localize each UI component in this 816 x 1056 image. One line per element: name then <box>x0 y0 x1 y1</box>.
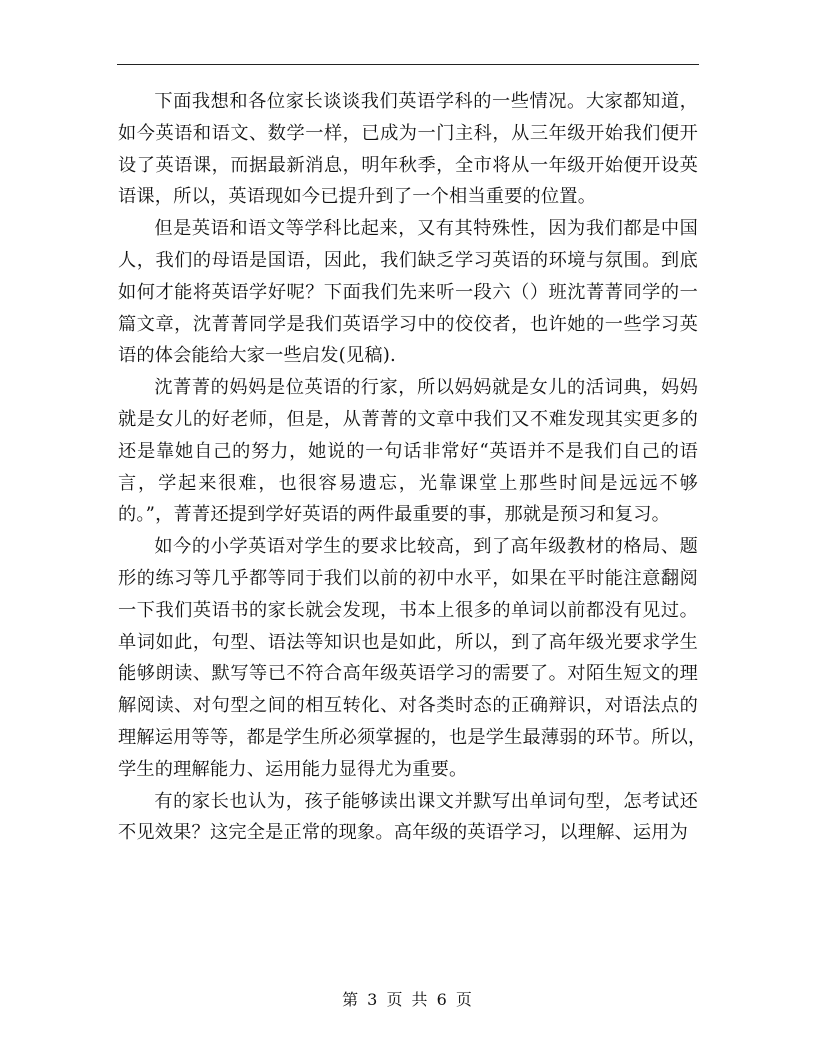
text-line: 形的练习等几乎都等同于我们以前的初中水平，如果在平时能注意翻阅 <box>118 567 698 589</box>
text-line: 但是英语和语文等学科比起来，又有其特殊性，因为我们都是中国 <box>154 218 698 240</box>
text-line: 有的家长也认为，孩子能够读出课文并默写出单词句型，怎考试还 <box>154 790 698 812</box>
document-body <box>118 86 707 849</box>
text-line: 学生的理解能力、运用能力显得尤为重要。 <box>118 758 468 780</box>
text-line: 能够朗读、默写等已不符合高年级英语学习的需要了。对陌生短文的理 <box>118 663 698 685</box>
text-line: 设了英语课，而据最新消息，明年秋季，全市将从一年级开始便开设英 <box>118 154 698 176</box>
text-line: 沈菁菁的妈妈是位英语的行家，所以妈妈就是女儿的活词典，妈妈 <box>154 377 698 399</box>
text-line: 言，学起来很难，也很容易遗忘，光靠课堂上那些时间是远远不够 <box>118 472 698 494</box>
page-footer: 第 3 页 共 6 页 <box>342 990 474 1009</box>
text-line: 就是女儿的好老师，但是，从菁菁的文章中我们又不难发现其实更多的 <box>118 408 698 430</box>
text-line: 语的体会能给大家一些启发(见稿). <box>118 345 396 367</box>
paragraph <box>118 213 698 372</box>
text-line: 如今英语和语文、数学一样，已成为一门主科，从三年级开始我们便开 <box>118 122 698 144</box>
text-line: 如何才能将英语学好呢？下面我们先来听一段六（）班沈菁菁同学的一 <box>118 281 698 303</box>
text-line: 语课，所以，英语现如今已提升到了一个相当重要的位置。 <box>118 186 597 208</box>
text-line: 还是靠她自己的努力，她说的一句话非常好“英语并不是我们自己的语 <box>118 440 698 462</box>
header-rule <box>117 64 699 65</box>
text-line: 篇文章，沈菁菁同学是我们英语学习中的佼佼者，也许她的一些学习英 <box>118 313 698 335</box>
text-line: 的。”，菁菁还提到学好英语的两件最重要的事，那就是预习和复习。 <box>118 504 671 526</box>
text-line: 理解运用等等，都是学生所必须掌握的，也是学生最薄弱的环节。所以， <box>118 726 707 748</box>
paragraph <box>118 86 698 213</box>
text-line: 人，我们的母语是国语，因此，我们缺乏学习英语的环境与氛围。到底 <box>118 249 698 271</box>
paragraph <box>118 786 698 850</box>
paragraph <box>118 372 698 531</box>
text-line: 一下我们英语书的家长就会发现，书本上很多的单词以前都没有见过。 <box>118 599 698 621</box>
text-line: 如今的小学英语对学生的要求比较高，到了高年级教材的格局、题 <box>154 536 698 558</box>
text-line: 不见效果？这完全是正常的现象。高年级的英语学习，以理解、运用为 <box>118 822 689 844</box>
text-line: 下面我想和各位家长谈谈我们英语学科的一些情况。大家都知道， <box>154 91 698 112</box>
text-line: 解阅读、对句型之间的相互转化、对各类时态的正确辩识，对语法点的 <box>118 695 698 717</box>
text-line: 单词如此，句型、语法等知识也是如此，所以，到了高年级光要求学生 <box>118 631 698 653</box>
paragraph <box>118 531 707 785</box>
